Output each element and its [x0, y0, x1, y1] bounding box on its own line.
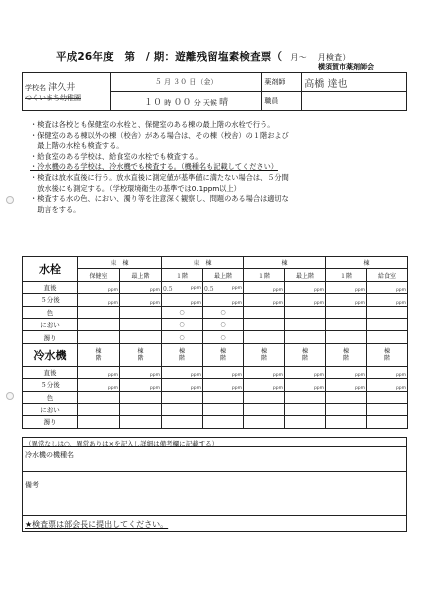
remarks-field [22, 472, 407, 516]
instructions [30, 120, 400, 215]
staff-label: 職員 [262, 92, 302, 111]
note-line: 放水後にも測定する。（学校環境衛生の基準では0.1ppm以上） [30, 183, 241, 193]
cooler-cell-label: 棟 階 [326, 343, 367, 366]
note-line: ・検査は放水直後に行う。放水直後に測定値が基準値に満たない場合は、５分間 [30, 172, 289, 182]
col-first: １階 [162, 269, 203, 281]
association-name: 横須賀市薬剤師会 [318, 63, 374, 71]
ppm-cell: 0.5 ppm [162, 281, 203, 293]
check-mark: ○ [162, 306, 203, 318]
check-mark: ○ [162, 318, 203, 330]
ppm-cell: ppm [326, 294, 367, 306]
page-title: 平成26年度 第 / 期：遊離残留塩素検査票（ 月～ 月検査） [56, 51, 351, 63]
ppm-cell: ppm [120, 379, 162, 391]
col-top: 最上階 [285, 269, 326, 281]
row-label: におい [23, 318, 78, 330]
cooler-section-label: 冷水機 [23, 343, 78, 366]
faucet-building-4: 棟 [326, 257, 408, 269]
submit-note-text: ★検査票は部会長に提出してください。 [25, 520, 169, 529]
time-hour: １０ [143, 97, 162, 108]
row-label: 色 [23, 391, 78, 403]
ppm-cell: ppm [120, 294, 162, 306]
time-hour-label: 時 [164, 98, 172, 107]
note-line: ・保健室のある棟以外の棟（校舎）がある場合は、その棟（校舎）の１階および [30, 130, 289, 140]
note-line: ・検査する水の色、におい、濁り等を注意深く観察し、問題のある場合は適切な [30, 194, 289, 204]
ppm-cell: ppm [78, 379, 120, 391]
ppm-cell: ppm [244, 294, 285, 306]
cooler-cell-label: 棟 階 [203, 343, 244, 366]
row-label: 濁り [23, 331, 78, 343]
remarks-label: 備考 [25, 481, 39, 489]
row-label: 色 [23, 306, 78, 318]
faucet-building-2: 東 棟 [162, 257, 244, 269]
check-mark: ○ [162, 331, 203, 343]
cooler-model-field [22, 447, 407, 472]
check-mark: ○ [203, 306, 244, 318]
cooler-cell-label: 棟 階 [285, 343, 326, 366]
ppm-cell: ppm [326, 379, 367, 391]
ppm-cell: ppm [78, 281, 120, 293]
row-label: 濁り [23, 416, 78, 428]
school-name-2: つくいまち幼稚園 [25, 94, 81, 102]
note-line: ・検査は各校とも保健室の水栓と、保健室のある棟の最上階の水栓で行う。 [30, 120, 275, 129]
col-first: １階 [244, 269, 285, 281]
ppm-cell: ppm [285, 281, 326, 293]
ppm-cell: ppm [78, 366, 120, 378]
col-top: 最上階 [203, 269, 244, 281]
note-line: 最上階の水栓も検査する。 [30, 141, 124, 151]
cooler-cell-label: 棟 階 [367, 343, 408, 366]
time-minute-label: 分 [193, 98, 201, 107]
ppm-cell: ppm [367, 281, 408, 293]
cooler-cell-label: 棟 階 [162, 343, 203, 366]
submit-note [22, 516, 407, 532]
school-name-1: 津久井 [48, 83, 76, 93]
ppm-cell: ppm [244, 281, 285, 293]
ppm-cell: ppm [162, 379, 203, 391]
ppm-cell: ppm [326, 366, 367, 378]
row-label: 直後 [23, 366, 78, 378]
faucet-section-label: 水栓 [23, 257, 78, 282]
faucet-building-1: 東 棟 [78, 257, 162, 269]
ppm-cell: ppm [120, 366, 162, 378]
ppm-cell: ppm [162, 366, 203, 378]
cooler-cell-label: 棟 階 [244, 343, 285, 366]
cooler-model-label: 冷水機の機種名 [25, 451, 74, 459]
ppm-cell: ppm [120, 281, 162, 293]
ppm-cell: ppm [367, 366, 408, 378]
ppm-cell: ppm [203, 366, 244, 378]
note-line: ・冷水機のある学校は、冷水機でも検査する。（機種名も記載してください） [30, 162, 278, 172]
row-label: におい [23, 403, 78, 415]
col-top: 最上階 [120, 269, 162, 281]
ppm-cell: ppm [285, 379, 326, 391]
ppm-cell: ppm [162, 294, 203, 306]
inspection-table [22, 256, 408, 429]
weather-value: 晴 [219, 97, 229, 108]
ppm-cell: ppm [203, 379, 244, 391]
ppm-cell: ppm [78, 294, 120, 306]
col-first: １階 [326, 269, 367, 281]
ppm-cell: ppm [285, 294, 326, 306]
faucet-building-3: 棟 [244, 257, 326, 269]
ppm-cell: ppm [367, 379, 408, 391]
ppm-cell: 0.5 ppm [203, 281, 244, 293]
note-line: 助言をする。 [30, 204, 81, 214]
row-label: 直後 [23, 281, 78, 293]
cooler-cell-label: 棟 階 [78, 343, 120, 366]
ppm-cell: ppm [203, 294, 244, 306]
col-hoken: 保健室 [78, 269, 120, 281]
staff-value [302, 92, 407, 111]
ppm-cell: ppm [285, 366, 326, 378]
check-mark: ○ [203, 318, 244, 330]
ppm-cell: ppm [326, 281, 367, 293]
time-minute: ００ [173, 97, 192, 108]
cooler-cell-label: 棟 階 [120, 343, 162, 366]
school-label: 学校名 [25, 84, 46, 92]
ppm-cell: ppm [244, 366, 285, 378]
school-cell [23, 73, 111, 111]
time-weather-cell [110, 92, 262, 111]
footnote: （異常なしは○、異常ありは×を記入し詳細は備考欄に記載する） [22, 437, 407, 447]
ppm-cell: ppm [244, 379, 285, 391]
note-line: ・給食室のある学校は、給食室の水栓でも検査する。 [30, 151, 203, 161]
pharmacist-label: 薬剤師 [262, 73, 302, 92]
ppm-cell: ppm [367, 294, 408, 306]
header-table [22, 72, 407, 111]
row-label: ５分後 [23, 294, 78, 306]
weather-label: 天候 [202, 98, 217, 107]
inspection-date: ５ 月 ３０ 日（金） [110, 73, 262, 92]
row-label: ５分後 [23, 379, 78, 391]
pharmacist-name: 高橋 達也 [302, 73, 407, 92]
check-mark: ○ [203, 331, 244, 343]
col-kyushoku: 給食室 [367, 269, 408, 281]
